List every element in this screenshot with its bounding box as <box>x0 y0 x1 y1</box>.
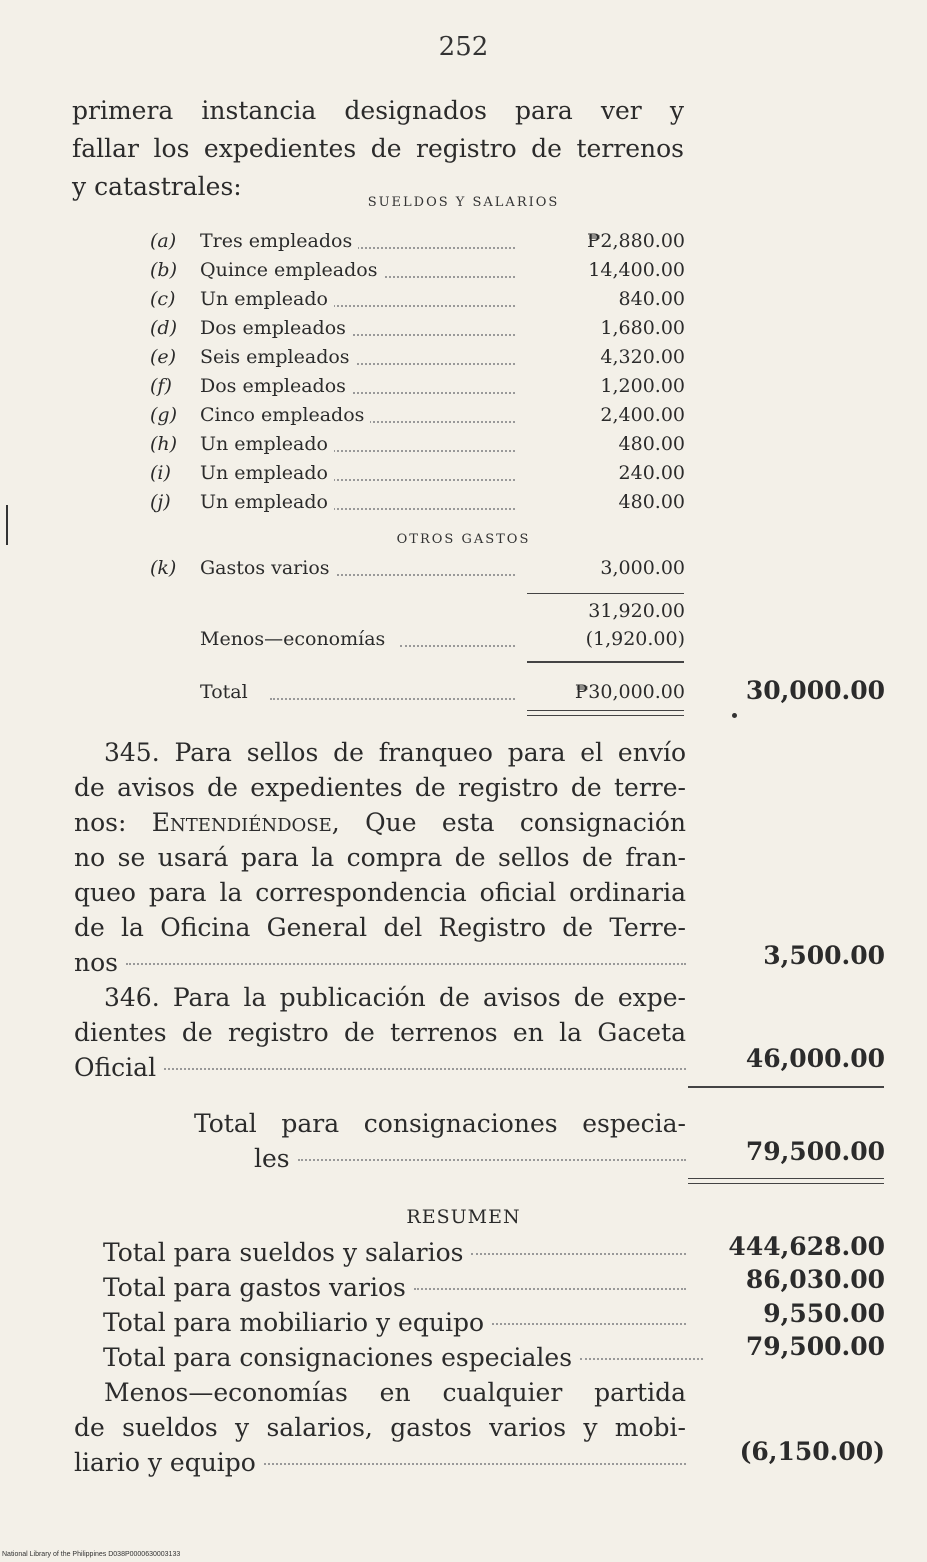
subtotal-amount: 31,920.00 <box>588 600 685 622</box>
para-line: queo para la correspondencia oficial ordinaria <box>74 878 686 907</box>
resumen-amount: 86,030.00 <box>745 1265 885 1294</box>
ink-speck <box>732 713 737 718</box>
para-fragment: , Que esta consignación <box>331 808 686 837</box>
otros-gastos-row <box>150 557 685 585</box>
item-345-paragraph <box>74 735 686 980</box>
leader-dots <box>414 1288 686 1290</box>
leader-dots <box>264 1463 686 1465</box>
intro-line: fallar los expedientes de registro de terrenos <box>72 134 684 163</box>
para-line: les <box>254 1144 290 1173</box>
especiales-double-rule-bottom <box>688 1183 884 1184</box>
double-rule-top <box>527 710 684 711</box>
para-last-line <box>194 1141 686 1176</box>
item-label: Cinco empleados <box>200 404 370 426</box>
menos-row <box>150 628 685 656</box>
sueldos-row <box>150 404 685 432</box>
leader-dots <box>126 963 686 965</box>
page-edge-mark <box>6 505 8 545</box>
total-right-amount: 30,000.00 <box>745 676 885 705</box>
leader-dots <box>270 698 515 700</box>
leader-dots <box>400 645 515 647</box>
para-line: 345. Para sellos de franqueo para el envío <box>104 738 686 767</box>
para-line: de la Oficina General del Registro de Terre- <box>74 913 686 942</box>
sueldos-row <box>150 375 685 403</box>
menos-final-amount: (6,150.00) <box>739 1437 885 1466</box>
sueldos-row <box>150 462 685 490</box>
item-label: Seis empleados <box>200 346 356 368</box>
item-amount: 4,320.00 <box>600 346 685 368</box>
item-letter: (d) <box>150 317 177 339</box>
footer-caption: National Library of the Philippines D038P0000630003133 <box>2 1551 181 1558</box>
subtotal-rule <box>527 593 684 594</box>
item-letter: (e) <box>150 346 177 368</box>
sueldos-heading: SUELDOS Y SALARIOS <box>367 195 560 210</box>
item-345-amount: 3,500.00 <box>763 941 885 970</box>
double-rule-bottom <box>527 715 684 716</box>
especiales-rule <box>688 1086 884 1088</box>
item-label: Un empleado <box>200 433 334 455</box>
item-amount: 480.00 <box>618 491 685 513</box>
resumen-amount: 79,500.00 <box>745 1332 885 1361</box>
item-label: Un empleado <box>200 462 334 484</box>
total-label: Total <box>200 681 254 703</box>
menos-amount: (1,920.00) <box>585 628 685 650</box>
item-346-amount: 46,000.00 <box>745 1044 885 1073</box>
item-letter: (k) <box>150 557 177 579</box>
item-amount: 1,200.00 <box>600 375 685 397</box>
para-line: liario y equipo <box>74 1448 256 1477</box>
item-letter: (f) <box>150 375 172 397</box>
resumen-label: Total para gastos varios <box>103 1273 406 1302</box>
item-amount: 14,400.00 <box>588 259 685 281</box>
resumen-row <box>103 1340 703 1375</box>
total-row <box>150 681 685 709</box>
item-letter: (h) <box>150 433 178 455</box>
total-especiales-amount: 79,500.00 <box>745 1137 885 1166</box>
menos-final-paragraph <box>74 1375 686 1480</box>
item-amount: 480.00 <box>618 433 685 455</box>
para-line: Oficial <box>74 1053 157 1082</box>
intro-line: y catastrales: <box>72 172 242 201</box>
item-label: Dos empleados <box>200 375 352 397</box>
item-amount: 240.00 <box>618 462 685 484</box>
resumen-row <box>103 1270 686 1305</box>
item-amount: 3,000.00 <box>600 557 685 579</box>
sueldos-row <box>150 346 685 374</box>
item-letter: (b) <box>150 259 177 281</box>
para-line <box>74 805 686 840</box>
resumen-row <box>103 1235 686 1270</box>
resumen-label: Total para sueldos y salarios <box>103 1238 464 1267</box>
page-number: 252 <box>438 32 489 62</box>
para-line: dientes de registro de terrenos en la Gaceta <box>74 1018 686 1047</box>
subtotal-row <box>150 600 685 628</box>
resumen-label: Total para consignaciones especiales <box>103 1343 573 1372</box>
otros-gastos-heading: OTROS GASTOS <box>396 532 531 547</box>
para-last-line <box>74 1445 686 1480</box>
para-line: Menos—economías en cualquier partida <box>104 1378 686 1407</box>
resumen-row <box>103 1305 686 1340</box>
especiales-double-rule-top <box>688 1178 884 1179</box>
leader-dots <box>471 1253 686 1255</box>
item-label: Gastos varios <box>200 557 336 579</box>
para-line: Total para consignaciones especia- <box>194 1109 686 1138</box>
menos-label: Menos—economías <box>200 628 391 650</box>
intro-line: primera instancia designados para ver y <box>72 96 684 125</box>
intro-paragraph <box>72 92 684 206</box>
leader-dots <box>298 1159 686 1161</box>
para-last-line <box>74 945 686 980</box>
total-especiales-block <box>194 1106 686 1176</box>
total-amount: ₱30,000.00 <box>574 681 685 703</box>
item-label: Un empleado <box>200 491 334 513</box>
item-label: Un empleado <box>200 288 334 310</box>
leader-dots <box>164 1068 686 1070</box>
resumen-amount: 9,550.00 <box>763 1299 885 1328</box>
para-line: no se usará para la compra de sellos de fran- <box>74 843 686 872</box>
item-amount: 840.00 <box>618 288 685 310</box>
resumen-amount: 444,628.00 <box>728 1232 885 1261</box>
item-letter: (c) <box>150 288 176 310</box>
resumen-heading: RESUMEN <box>406 1206 521 1228</box>
sueldos-row <box>150 259 685 287</box>
sueldos-row <box>150 230 685 258</box>
leader-dots <box>492 1323 686 1325</box>
item-label: Tres empleados <box>200 230 358 252</box>
item-amount: 1,680.00 <box>600 317 685 339</box>
item-amount: 2,400.00 <box>600 404 685 426</box>
para-line: de avisos de expedientes de registro de terre- <box>74 773 686 802</box>
para-line: de sueldos y salarios, gastos varios y mobi- <box>74 1413 686 1442</box>
item-346-paragraph <box>74 980 686 1085</box>
item-letter: (i) <box>150 462 171 484</box>
resumen-label: Total para mobiliario y equipo <box>103 1308 485 1337</box>
para-fragment: nos: <box>74 808 152 837</box>
item-amount: ₱2,880.00 <box>586 230 685 252</box>
item-letter: (a) <box>150 230 177 252</box>
item-label: Quince empleados <box>200 259 383 281</box>
para-line: nos <box>74 948 118 977</box>
sueldos-row <box>150 317 685 345</box>
sueldos-row <box>150 491 685 519</box>
para-line: 346. Para la publicación de avisos de expe- <box>104 983 686 1012</box>
total-rule <box>527 661 684 663</box>
entendiendose-term: Entendiéndose <box>151 808 332 837</box>
para-last-line <box>74 1050 686 1085</box>
leader-dots <box>580 1358 703 1360</box>
item-letter: (j) <box>150 491 171 513</box>
item-letter: (g) <box>150 404 177 426</box>
item-label: Dos empleados <box>200 317 352 339</box>
sueldos-row <box>150 288 685 316</box>
sueldos-row <box>150 433 685 461</box>
